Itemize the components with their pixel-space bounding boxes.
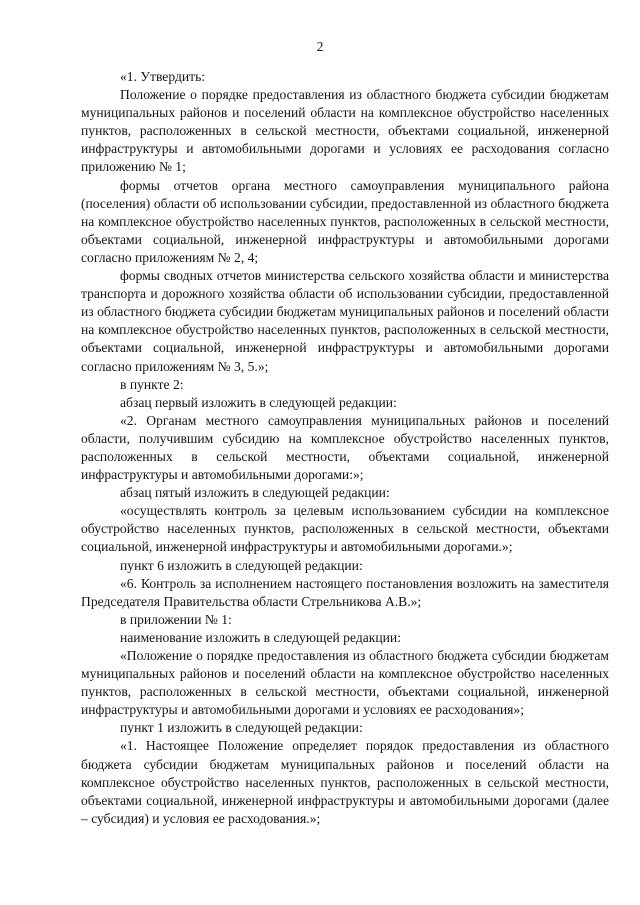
paragraph: наименование изложить в следующей редакции: — [120, 629, 401, 645]
paragraph: абзац первый изложить в следующей редакции: — [120, 394, 397, 410]
paragraph: «1. Настоящее Положение определяет порядок предоставления из областного бюджета субсидии бюджетам муниципальных районов и поселений области на комплексное обустройство населенных пунктов, расположенных в сельской местности, объектами социальной, инженерной инфраструктуры и автомобильными дорогами (далее – субсидия) и условия ее расходования.»; — [81, 738, 609, 826]
paragraph: «6. Контроль за исполнением настоящего постановления возложить на заместителя Председателя Правительства области Стрельникова А.В.»; — [81, 575, 609, 609]
paragraph: формы отчетов органа местного самоуправления муниципального района (поселения) области об использовании субсидии, предоставленной из областного бюджета на комплексное обустройство населенных пунктов, расположенных в сельской местности, объектами социальной, инженерной инфраструктуры и автомобильными дорогами согласно приложениям № 2, 4; — [81, 177, 609, 265]
paragraph: «2. Органам местного самоуправления муниципальных районов и поселений области, получившим субсидию на комплексное обустройство населенных пунктов, расположенных в сельской местности, объектами социальной, инженерной инфраструктуры и автомобильными дорогами:»; — [81, 412, 609, 483]
paragraph: «осуществлять контроль за целевым использованием субсидии на комплексное обустройство населенных пунктов, расположенных в сельской местности, объектами социальной, инженерной инфраструктуры и автомобильными дорогами.»; — [81, 503, 609, 555]
paragraph: формы сводных отчетов министерства сельского хозяйства области и министерства транспорта и дорожного хозяйства области об использовании субсидии, предоставленной из областного бюджета субсидии бюджетам муниципальных районов и поселений области на комплексное обустройство населенных пунктов, расположенных в сельской местности, объектами социальной, инженерной инфраструктуры и автомобильными дорогами согласно приложениям № 3, 5.»; — [81, 268, 609, 374]
paragraph: в пункте 2: — [120, 376, 184, 392]
paragraph: Положение о порядке предоставления из областного бюджета субсидии бюджетам муниципальных районов и поселений области на комплексное обустройство населенных пунктов, расположенных в сельской местности, объектами социальной, инженерной инфраструктуры и автомобильными дорогами и условиях ее расходования согласно приложению № 1; — [81, 87, 609, 175]
paragraph: пункт 1 изложить в следующей редакции: — [120, 720, 363, 736]
paragraph: пункт 6 изложить в следующей редакции: — [120, 557, 363, 573]
paragraph: в приложении № 1: — [120, 611, 232, 627]
paragraph: абзац пятый изложить в следующей редакции: — [120, 485, 390, 501]
paragraph: «Положение о порядке предоставления из областного бюджета субсидии бюджетам муниципальных районов и поселений области на комплексное обустройство населенных пунктов, расположенных в сельской местности, объектами социальной, инженерной инфраструктуры и автомобильными дорогами и условиях ее расходования»; — [81, 648, 609, 718]
paragraph: «1. Утвердить: — [120, 69, 206, 84]
document-body — [81, 68, 609, 828]
page-number: 2 — [316, 39, 324, 54]
